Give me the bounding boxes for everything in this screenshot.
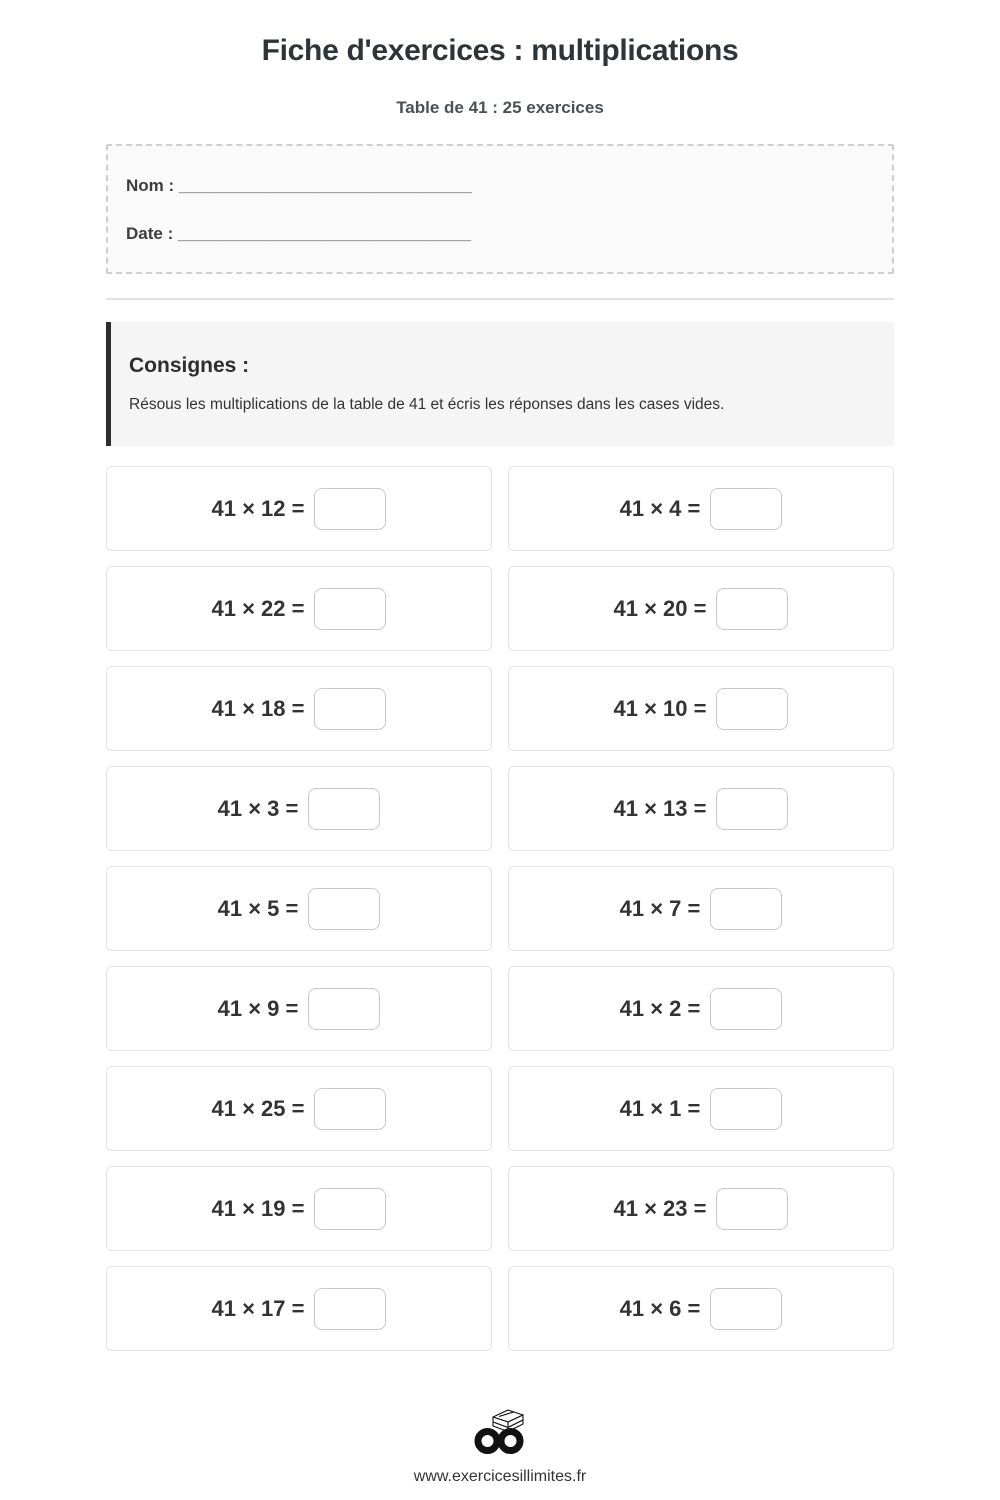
instructions-callout [106,322,894,446]
exercise-expression: 41 × 18 = [211,695,305,721]
website-url: www.exercicesillimites.fr [413,1468,587,1485]
instructions-heading: Consignes : [129,354,250,377]
answer-input[interactable] [314,1088,386,1130]
name-label: Nom : [126,176,175,195]
exercise-expression: 41 × 4 = [619,495,701,521]
answer-input[interactable] [308,788,380,830]
answer-input[interactable] [314,588,386,630]
page-subtitle: Table de 41 : 25 exercices [396,98,604,117]
exercise-expression: 41 × 5 = [217,895,299,921]
answer-input[interactable] [314,1188,386,1230]
exercise-card [508,466,894,551]
exercise-card [508,866,894,951]
answer-input[interactable] [308,888,380,930]
identity-box [106,144,894,274]
answer-input[interactable] [314,488,386,530]
exercise-expression: 41 × 7 = [619,895,701,921]
answer-input[interactable] [716,1188,788,1230]
date-fill-line: _______________________________ [177,224,472,243]
answer-input[interactable] [710,488,782,530]
exercise-card [508,1166,894,1251]
infinity-books-logo-icon [471,1403,529,1460]
exercise-card [106,566,492,651]
answer-input[interactable] [308,988,380,1030]
date-label: Date : [126,224,174,243]
exercise-card [106,866,492,951]
answer-input[interactable] [314,1288,386,1330]
date-line [126,220,874,248]
exercise-expression: 41 × 22 = [211,595,305,621]
exercise-card [106,666,492,751]
section-divider [106,298,894,300]
exercise-expression: 41 × 19 = [211,1195,305,1221]
exercise-card [106,1066,492,1151]
exercise-card [106,466,492,551]
exercise-card [508,1266,894,1351]
instructions-text: Résous les multiplications de la table de 41 et écris les réponses dans les cases vides. [129,396,725,413]
exercise-card [106,766,492,851]
exercise-card [508,966,894,1051]
exercise-expression: 41 × 17 = [211,1295,305,1321]
exercise-card [106,1166,492,1251]
exercise-expression: 41 × 3 = [217,795,299,821]
answer-input[interactable] [716,788,788,830]
page-footer [106,1403,894,1486]
exercise-expression: 41 × 13 = [613,795,707,821]
exercise-card [508,766,894,851]
exercise-expression: 41 × 23 = [613,1195,707,1221]
worksheet-page [106,0,894,1486]
name-line [126,172,874,200]
answer-input[interactable] [314,688,386,730]
name-fill-line: _______________________________ [178,176,472,195]
exercise-expression: 41 × 1 = [619,1095,701,1121]
answer-input[interactable] [710,1088,782,1130]
exercise-card [508,1066,894,1151]
page-title: Fiche d'exercices : multiplications [261,34,739,67]
answer-input[interactable] [716,588,788,630]
exercise-expression: 41 × 2 = [619,995,701,1021]
answer-input[interactable] [710,1288,782,1330]
answer-input[interactable] [716,688,788,730]
exercise-card [508,666,894,751]
answer-input[interactable] [710,988,782,1030]
exercise-expression: 41 × 6 = [619,1295,701,1321]
exercise-card [106,966,492,1051]
exercise-expression: 41 × 9 = [217,995,299,1021]
exercise-expression: 41 × 12 = [211,495,305,521]
answer-input[interactable] [710,888,782,930]
exercise-card [508,566,894,651]
exercise-expression: 41 × 10 = [613,695,707,721]
exercise-grid [106,466,894,1351]
exercise-expression: 41 × 20 = [613,595,707,621]
exercise-card [106,1266,492,1351]
exercise-expression: 41 × 25 = [211,1095,305,1121]
